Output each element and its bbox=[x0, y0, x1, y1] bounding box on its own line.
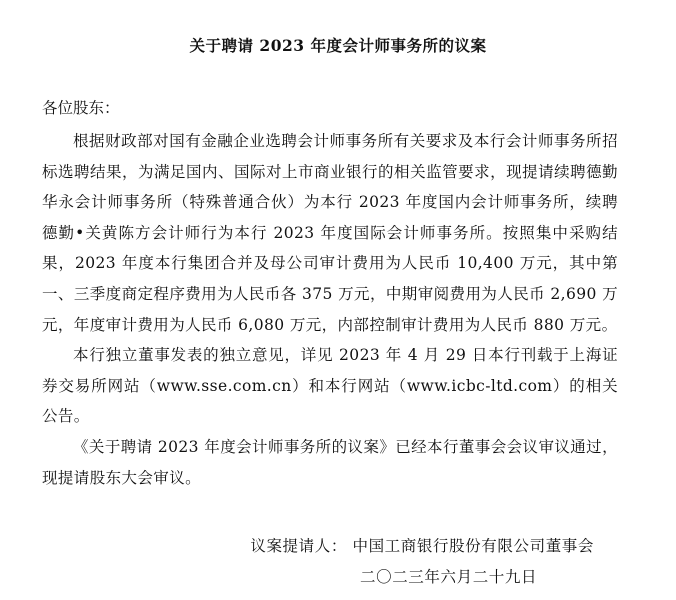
salutation: 各位股东： bbox=[42, 99, 120, 117]
date-line: 二〇二三年六月二十九日 bbox=[360, 568, 538, 586]
paragraph-independent-opinion: 本行独立董事发表的独立意见，详见 2023 年 4 月 29 日本行刊载于上海证券交易所网站（www.sse.com.cn）和本行网站（www.icbc-ltd.com）的相关公告。 bbox=[42, 346, 618, 426]
proposer-line bbox=[0, 534, 676, 556]
paragraph-auditor-appointment: 根据财政部对国有金融企业选聘会计师事务所有关要求及本行会计师事务所招标选聘结果，为满足国内、国际对上市商业银行的相关监管要求，现提请续聘德勤华永会计师事务所（特殊普通合伙）为本行 2023 年度国内会计师事务所，续聘德勤•关黄陈方会计师行为本行 2023 年度国际会计师事务所。按照集中采购结果，2023 年度本行集团合并及母公司审计费用为人民币 10,400 万元，其中第一、三季度商定程序费用为人民币各 375 万元，中期审阅费用为人民币 2,690 万元，年度审计费用为人民币 6,080 万元，内部控制审计费用为人民币 880 万元。 bbox=[42, 132, 618, 334]
proposer-text: 议案提请人： 中国工商银行股份有限公司董事会 bbox=[250, 537, 594, 555]
document-title: 关于聘请 2023 年度会计师事务所的议案 bbox=[189, 36, 487, 55]
document-body bbox=[42, 126, 618, 493]
paragraph-board-approval: 《关于聘请 2023 年度会计师事务所的议案》已经本行董事会会议审议通过，现提请股东大会审议。 bbox=[42, 437, 618, 487]
